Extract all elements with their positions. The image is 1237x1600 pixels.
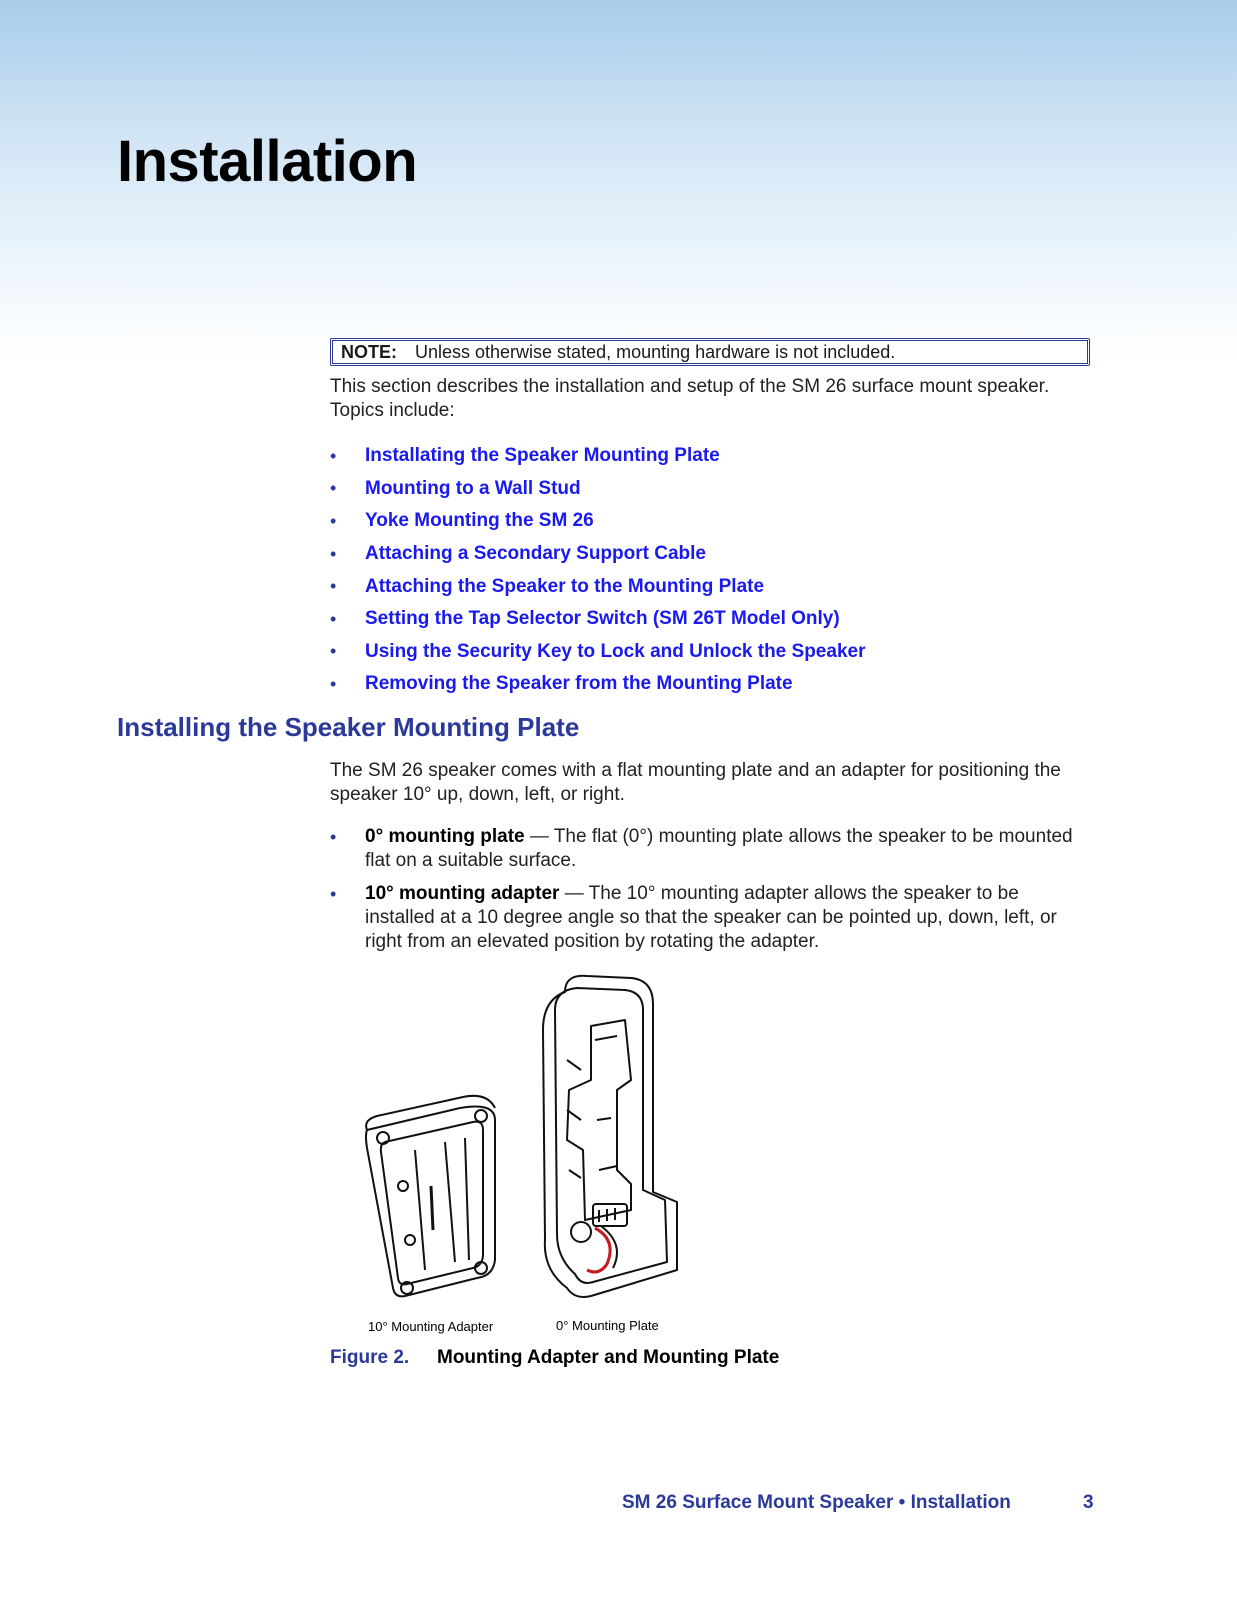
bullet-term: 0° mounting plate (365, 826, 525, 847)
bullet: • (330, 608, 337, 629)
list-item (330, 538, 865, 571)
figure-label-plate: 0° Mounting Plate (556, 1318, 659, 1333)
footer-title: SM 26 Surface Mount Speaker • Installation (622, 1492, 1011, 1513)
list-item (330, 882, 1090, 954)
figure-number: Figure 2. (330, 1347, 410, 1368)
note-label: NOTE: (341, 341, 397, 362)
topic-list (330, 440, 865, 701)
note-text: Unless otherwise stated, mounting hardware is not included. (415, 341, 896, 362)
page-title: Installation (117, 129, 418, 194)
bullet-description: — The 10° mounting adapter allows the speaker to be installed at a 10 degree angle so that the speaker can be pointed up, down, left, or right from an elevated position by rotating the adapter. (365, 883, 1057, 952)
list-item (330, 440, 865, 473)
bullet-description: — The flat (0°) mounting plate allows the speaker to be mounted flat on a suitable surface. (365, 826, 1073, 871)
bullet: • (330, 884, 337, 904)
bullet: • (330, 827, 337, 847)
list-item (330, 668, 865, 701)
mounting-hardware-illustration (355, 970, 695, 1310)
bullet-text (365, 825, 1090, 873)
topic-link-wall-stud[interactable]: Mounting to a Wall Stud (365, 477, 581, 499)
topic-link-tap-selector[interactable]: Setting the Tap Selector Switch (SM 26T Model Only) (365, 608, 840, 630)
intro-paragraph: This section describes the installation and setup of the SM 26 surface mount speaker. Topics include: (330, 376, 1050, 421)
topic-link-mounting-plate[interactable]: Installating the Speaker Mounting Plate (365, 445, 720, 467)
topic-link-security-key[interactable]: Using the Security Key to Lock and Unlock the Speaker (365, 640, 866, 662)
bullet: • (330, 673, 337, 694)
list-item (330, 473, 865, 506)
list-item (330, 636, 865, 669)
topic-link-removing-speaker[interactable]: Removing the Speaker from the Mounting Plate (365, 673, 793, 695)
bullet: • (330, 641, 337, 662)
bullet: • (330, 543, 337, 564)
bullet-term: 10° mounting adapter (365, 883, 560, 904)
section-heading: Installing the Speaker Mounting Plate (117, 712, 580, 742)
topic-link-support-cable[interactable]: Attaching a Secondary Support Cable (365, 543, 706, 565)
bullet: • (330, 478, 337, 499)
topic-link-yoke-mounting[interactable]: Yoke Mounting the SM 26 (365, 510, 594, 532)
mounting-adapter-drawing (366, 1096, 495, 1297)
page-number: 3 (1083, 1492, 1094, 1513)
bullet: • (330, 445, 337, 466)
bullet: • (330, 510, 337, 531)
figure-caption-text: Mounting Adapter and Mounting Plate (437, 1347, 780, 1368)
figure-caption (330, 1347, 779, 1369)
list-item (330, 825, 1090, 873)
list-item (330, 505, 865, 538)
bullet-text (365, 882, 1090, 954)
bullet: • (330, 576, 337, 597)
list-item (330, 603, 865, 636)
figure-label-adapter: 10° Mounting Adapter (368, 1319, 494, 1334)
note-box (330, 338, 1090, 366)
topic-link-attaching-speaker[interactable]: Attaching the Speaker to the Mounting Plate (365, 575, 765, 597)
section-paragraph: The SM 26 speaker comes with a flat mounting plate and an adapter for positioning the speaker 10° up, down, left, or right. (330, 760, 1061, 805)
list-item (330, 570, 865, 603)
